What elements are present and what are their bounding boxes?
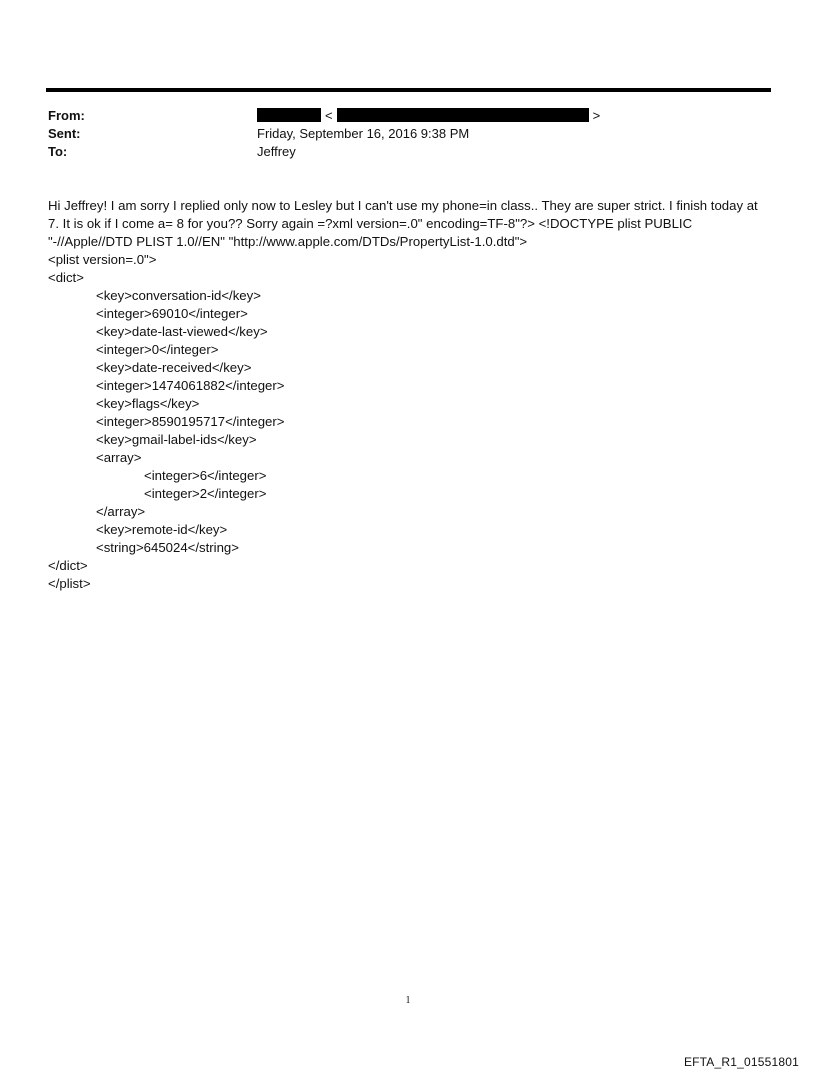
plist-line: </plist>: [48, 576, 91, 591]
plist-line: </array>: [96, 504, 146, 519]
from-label: From:: [48, 108, 85, 123]
plist-line: <dict>: [48, 270, 84, 285]
plist-line: <string>645024</string>: [96, 540, 239, 555]
page-number: 1: [405, 995, 411, 1006]
message-paragraph: Hi Jeffrey! I am sorry I replied only now to Lesley but I can't use my phone=in class.. They are super strict. I finish today at 7. It is ok if I come a= 8 for you?? Sorry again =?xml version=.0" encoding=TF-8"?> <!DOCTYPE plist PUBLIC "-//Apple//DTD PLIST 1.0//EN" "http://www.apple.com/DTDs/PropertyList-1.0.dtd">: [48, 198, 762, 249]
plist-line: <integer>1474061882</integer>: [96, 378, 285, 393]
plist-line: <key>date-last-viewed</key>: [96, 324, 268, 339]
from-close-bracket: >: [592, 108, 601, 123]
bates-number: EFTA_R1_01551801: [683, 1055, 799, 1069]
plist-line: </dict>: [48, 558, 88, 573]
plist-line: <key>date-received</key>: [96, 360, 252, 375]
redacted-email: [337, 108, 589, 122]
plist-line: <key>gmail-label-ids</key>: [96, 432, 257, 447]
sent-label: Sent:: [48, 126, 81, 141]
plist-line: <key>flags</key>: [96, 396, 200, 411]
plist-line: <key>remote-id</key>: [96, 522, 228, 537]
header-rule: [46, 88, 771, 92]
sent-value: Friday, September 16, 2016 9:38 PM: [257, 126, 470, 141]
to-value: Jeffrey: [257, 144, 296, 159]
to-label: To:: [48, 144, 68, 159]
plist-line: <integer>6</integer>: [144, 468, 267, 483]
plist-line: <key>conversation-id</key>: [96, 288, 261, 303]
plist-line: <integer>8590195717</integer>: [96, 414, 285, 429]
plist-line: <plist version=.0">: [48, 252, 157, 267]
from-value: [257, 107, 604, 125]
plist-line: <array>: [96, 450, 142, 465]
from-open-bracket: <: [325, 108, 333, 123]
plist-line: <integer>69010</integer>: [96, 306, 248, 321]
plist-line: <integer>0</integer>: [96, 342, 219, 357]
email-body: [48, 197, 768, 593]
redacted-name: [257, 108, 321, 122]
plist-line: <integer>2</integer>: [144, 486, 267, 501]
